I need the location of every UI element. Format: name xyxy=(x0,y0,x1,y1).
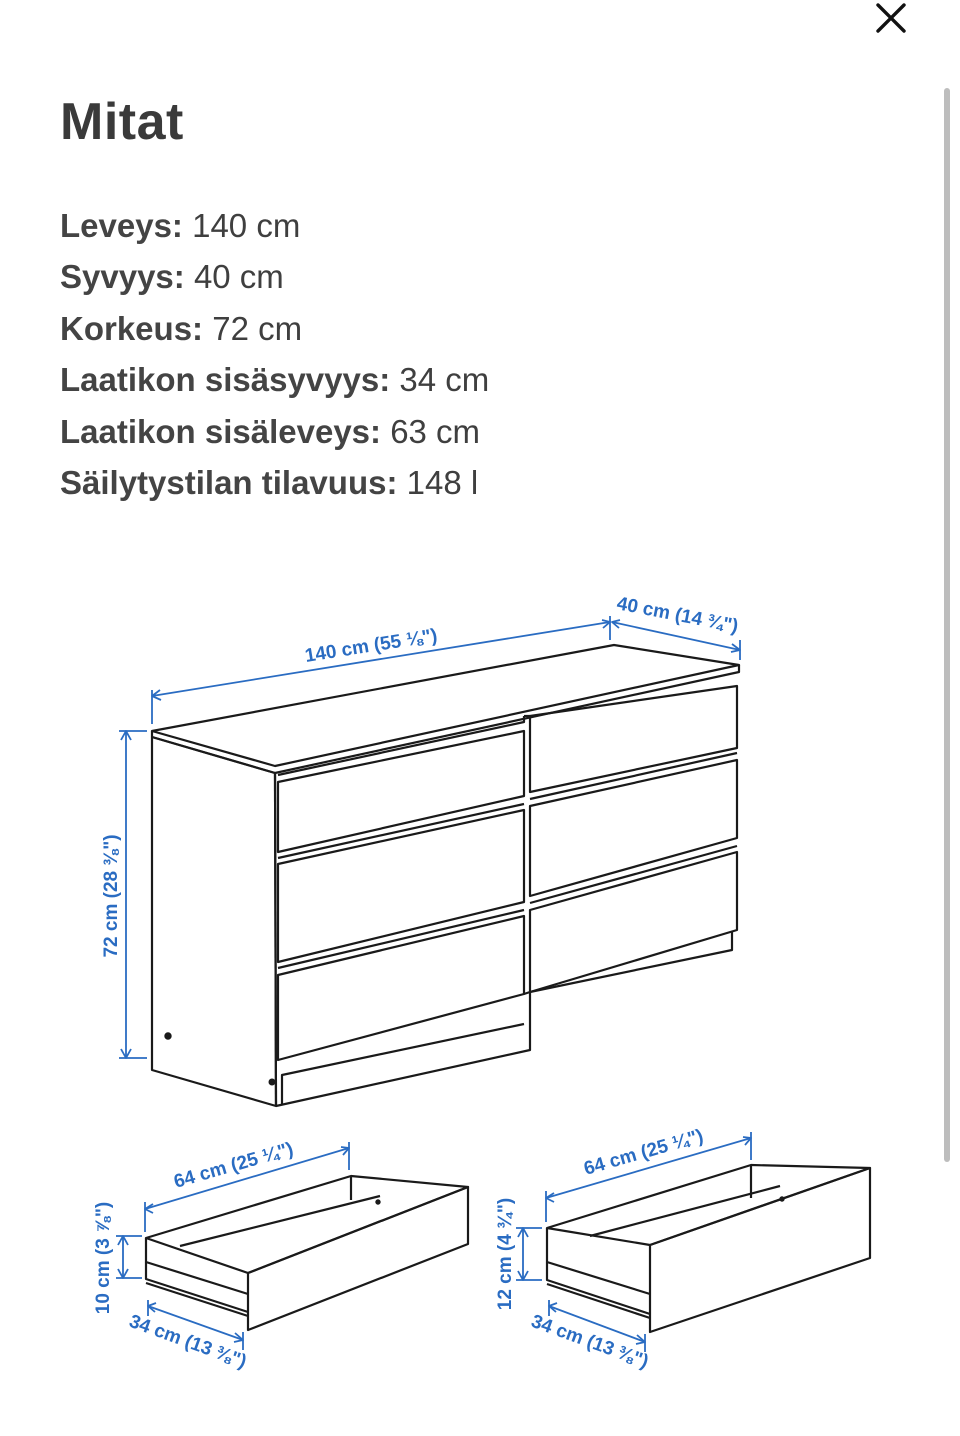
dimension-row xyxy=(60,251,489,302)
dresser-dimension-lines xyxy=(119,616,740,1058)
drawer-large-depth-label: 34 cm (13 ⅜") xyxy=(528,1310,652,1373)
dimension-label: Säilytystilan tilavuus: xyxy=(60,463,398,501)
dresser-height-label: 72 cm (28 ⅜") xyxy=(101,834,122,958)
dimension-label: Laatikon sisäleveys: xyxy=(60,412,382,450)
close-icon xyxy=(874,1,908,35)
dimension-value: 63 cm xyxy=(390,412,481,450)
dimension-value: 34 cm xyxy=(399,361,490,399)
dimension-row xyxy=(60,457,489,508)
dresser-drawing xyxy=(152,645,739,1106)
drawer-small-height-label: 10 cm (3 ⅞") xyxy=(93,1201,114,1315)
dimension-value: 148 l xyxy=(406,463,479,501)
page-title: Mitat xyxy=(60,93,184,151)
dimension-diagram xyxy=(0,560,960,1436)
drawer-large-drawing xyxy=(547,1165,870,1332)
drawer-large-height-label: 12 cm (4 ¾") xyxy=(495,1197,516,1311)
drawer-small-width-label: 64 cm (25 ¼") xyxy=(171,1138,296,1193)
dimension-value: 72 cm xyxy=(212,309,303,347)
dimension-row xyxy=(60,354,489,405)
dimension-label: Leveys: xyxy=(60,207,183,244)
dimension-label: Syvyys: xyxy=(60,258,185,296)
dimension-row xyxy=(60,200,489,251)
close-button[interactable] xyxy=(868,0,914,36)
dimension-value: 140 cm xyxy=(192,207,301,244)
dimension-label: Laatikon sisäsyvyys: xyxy=(60,361,391,399)
dresser-width-label: 140 cm (55 ⅛") xyxy=(303,625,439,667)
dimension-list xyxy=(60,200,489,508)
dimension-row xyxy=(60,303,489,354)
dimension-value: 40 cm xyxy=(193,258,284,296)
dimension-row xyxy=(60,406,489,457)
dresser-depth-label: 40 cm (14 ¾") xyxy=(615,593,740,638)
dimension-label: Korkeus: xyxy=(60,309,204,347)
drawer-small-drawing xyxy=(146,1176,468,1330)
drawer-large-width-label: 64 cm (25 ¼") xyxy=(581,1125,706,1180)
drawer-small-depth-label: 34 cm (13 ⅜") xyxy=(126,1310,250,1373)
